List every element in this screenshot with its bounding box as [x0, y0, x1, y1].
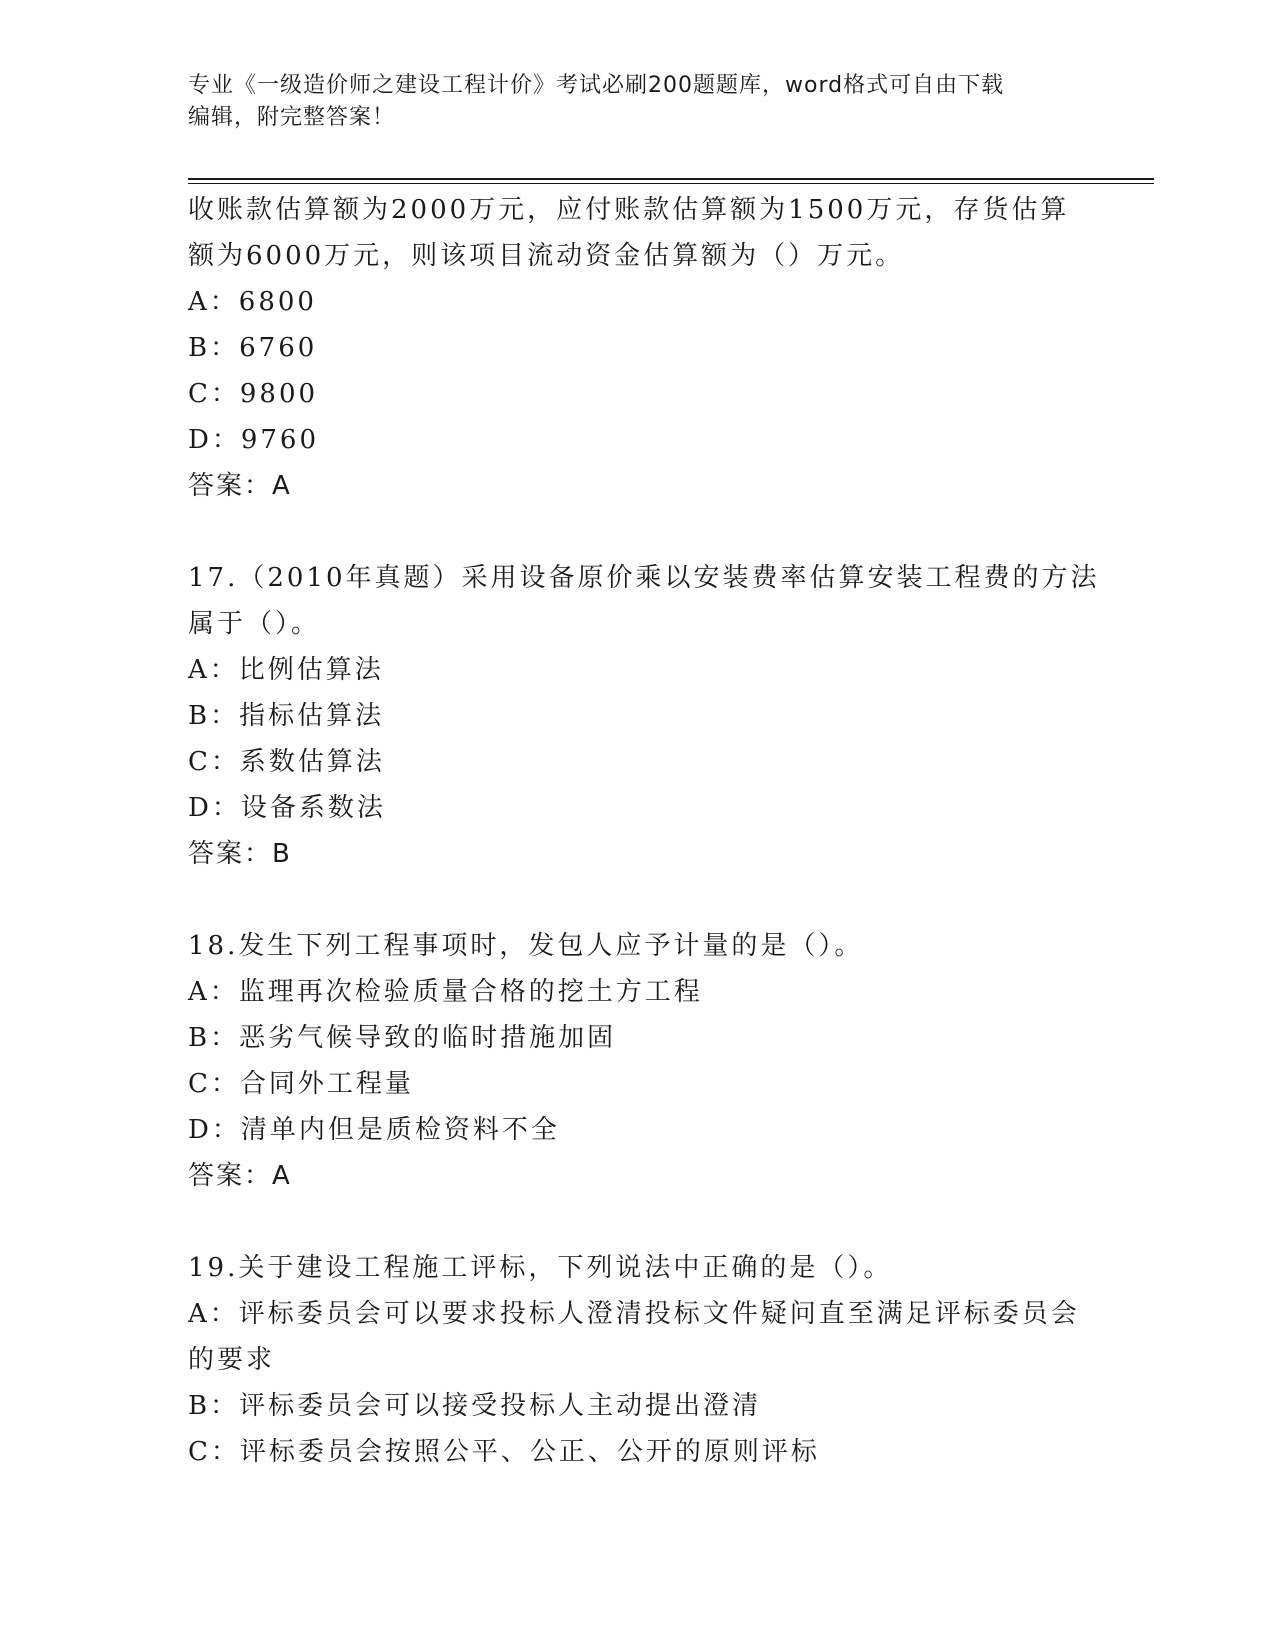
question-17 [188, 555, 1100, 877]
spacer [188, 877, 1088, 923]
option-b: B：评标委员会可以接受投标人主动提出澄清 [188, 1391, 762, 1421]
spacer [188, 1199, 1088, 1245]
option-b: B：6760 [188, 333, 318, 363]
option-d: D：清单内但是质检资料不全 [188, 1115, 560, 1145]
option-a: A：评标委员会可以要求投标人澄清投标文件疑问直至满足评标委员会 [188, 1299, 1080, 1329]
option-d: D：9760 [188, 425, 320, 455]
header-divider [188, 178, 1154, 180]
option-c: C：9800 [188, 379, 319, 409]
option-c: C：评标委员会按照公平、公正、公开的原则评标 [188, 1437, 820, 1467]
answer: 答案：A [188, 1161, 292, 1191]
question-text: 属于（）。 [188, 609, 321, 639]
question-text: 19.关于建设工程施工评标，下列说法中正确的是（）。 [188, 1253, 893, 1283]
option-a: A：监理再次检验质量合格的挖土方工程 [188, 977, 703, 1007]
option-c: C：合同外工程量 [188, 1069, 414, 1099]
document-header [188, 70, 1068, 134]
option-a: A：比例估算法 [188, 655, 384, 685]
question-19 [188, 1245, 1088, 1475]
question-content [188, 187, 1100, 1475]
option-d: D：设备系数法 [188, 793, 386, 823]
spacer [188, 509, 1088, 555]
header-divider-thin [188, 183, 1154, 184]
option-b: B：指标估算法 [188, 701, 385, 731]
question-18 [188, 923, 1088, 1199]
option-a-continued: 的要求 [188, 1345, 276, 1375]
question-text: 17.（2010年真题）采用设备原价乘以安装费率估算安装工程费的方法 [188, 563, 1100, 593]
option-c: C：系数估算法 [188, 747, 385, 777]
option-b: B：恶劣气候导致的临时措施加固 [188, 1023, 617, 1053]
header-line-2: 编辑，附完整答案！ [188, 105, 396, 130]
question-text: 额为6000万元，则该项目流动资金估算额为（）万元。 [188, 241, 905, 271]
question-text: 收账款估算额为2000万元，应付账款估算额为1500万元，存货估算 [188, 195, 1070, 225]
question-16 [188, 187, 1088, 509]
header-line-1: 专业《一级造价师之建设工程计价》考试必刷200题题库，word格式可自由下载 [188, 73, 1005, 98]
question-text: 18.发生下列工程事项时，发包人应予计量的是（）。 [188, 931, 864, 961]
option-a: A：6800 [188, 287, 317, 317]
answer: 答案：A [188, 471, 292, 501]
answer: 答案：B [188, 839, 292, 869]
